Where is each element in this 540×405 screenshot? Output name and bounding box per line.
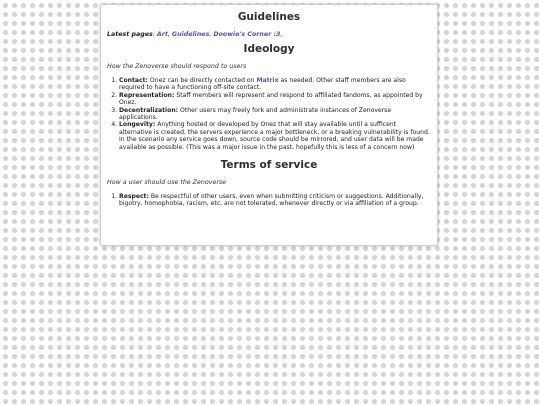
- latest-pages-label: Latest pages: [107, 31, 153, 38]
- page-title: Guidelines: [237, 11, 301, 23]
- ideology-heading: Ideology: [243, 43, 295, 55]
- content-card: [100, 4, 438, 246]
- latest-link-guidelines[interactable]: Guidelines: [171, 31, 210, 38]
- item-text: Anything hosted or developed by Onez that will stay available until a sufficent alternative is created, the servers experience a major bottleneck, or a breaking vulnerability is found. In the scenario any service goes down, source code should be mirrored, and user data will be made available as possible. (This was a major issue in the past, hopefully this is less of a concern now): [119, 121, 430, 151]
- ideology-list: [107, 77, 431, 151]
- ideology-item-representation: [119, 92, 431, 107]
- terms-subtitle: How a user should use the Zenoverse: [107, 179, 227, 187]
- ideology-subtitle: How the Zenoverse should respond to users: [107, 63, 247, 70]
- terms-list: [107, 193, 431, 208]
- item-text: Be respectful of other users, even when submitting criticism or suggestions. Additionally, bigotry, homophobia, racism, etc. are not tolerated, whenever directly or via affiliation of a group.: [119, 193, 424, 208]
- item-label: Representation:: [119, 91, 175, 99]
- terms-item-respect: [119, 193, 431, 208]
- item-text: as needed. Other staff members are also required to have a functioning off-site contact.: [119, 77, 406, 92]
- latest-link-doowies-corner[interactable]: Doowie's Corner :3: [213, 31, 281, 38]
- item-label: Longevity:: [119, 121, 156, 129]
- ideology-item-contact: [119, 77, 431, 92]
- ideology-item-decentralization: [119, 107, 431, 122]
- item-text: Other users may freely fork and administrate instances of Zenoverse applications.: [119, 106, 392, 122]
- item-text: Staff members will represent and respond to affiliated fandoms, as appointed by Onez.: [119, 91, 423, 107]
- latest-link-art[interactable]: Art: [156, 31, 168, 38]
- item-label: Respect:: [119, 193, 149, 201]
- latest-pages: Latest pages: Art, Guidelines, Doowie's Corner :3,: [107, 31, 283, 38]
- item-label: Contact:: [119, 77, 148, 84]
- item-label: Decentralization:: [119, 106, 179, 114]
- matrix-link[interactable]: Matrix: [256, 77, 279, 84]
- terms-heading: Terms of service: [220, 159, 318, 172]
- ideology-item-longevity: [119, 121, 431, 151]
- item-text: Onez can be directly contacted on: [147, 77, 257, 84]
